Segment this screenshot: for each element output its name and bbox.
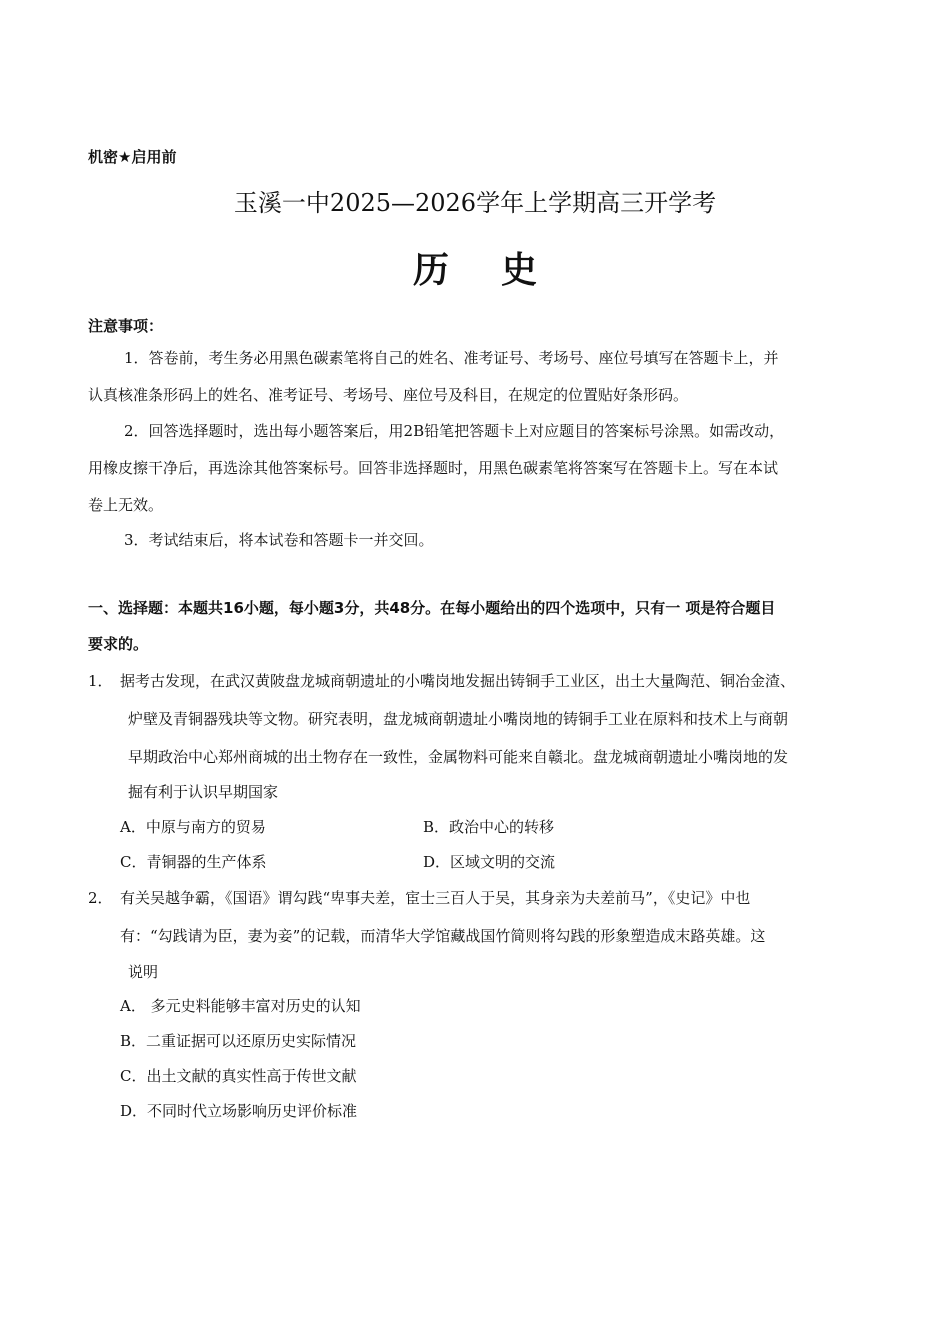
question-2-line-3: 说明	[128, 963, 159, 981]
question-1-line-4: 掘有利于认识早期国家	[128, 783, 279, 801]
question-1-option-c[interactable]: C．青铜器的生产体系	[120, 853, 267, 871]
question-1-line-2: 炉壁及青铜器残块等文物。研究表明，盘龙城商朝遗址小嘴岗地的铸铜手工业在原料和技术上与商朝	[128, 710, 789, 728]
exam-title: 玉溪一中2025—2026学年上学期高三开学考	[233, 189, 717, 217]
question-2-option-d[interactable]: D．不同时代立场影响历史评价标准	[120, 1102, 358, 1120]
question-2-option-b[interactable]: B．二重证据可以还原历史实际情况	[120, 1032, 357, 1050]
question-2-option-c[interactable]: C．出土文献的真实性高于传世文献	[120, 1067, 357, 1085]
notice-item-2-line-3: 卷上无效。	[88, 496, 164, 514]
question-1-option-a[interactable]: A．中原与南方的贸易	[120, 818, 266, 836]
question-2-option-a[interactable]: A． 多元史料能够丰富对历史的认知	[120, 997, 361, 1015]
question-2-line-1: 有关吴越争霸，《国语》谓勾践“卑事夫差，宦士三百人于吴，其身亲为夫差前马”，《史记》中也	[120, 889, 751, 907]
notice-item-2-line-1: 2．回答选择题时，选出每小题答案后，用2B铅笔把答题卡上对应题目的答案标号涂黑。如需改动，	[124, 422, 785, 440]
notice-heading: 注意事项：	[88, 317, 164, 335]
notice-item-1-line-2: 认真核准条形码上的姓名、准考证号、考场号、座位号及科目，在规定的位置贴好条形码。	[88, 386, 689, 404]
section-heading-line-2: 要求的。	[88, 635, 149, 653]
notice-item-3: 3．考试结束后，将本试卷和答题卡一并交回。	[124, 531, 434, 549]
question-1-option-d[interactable]: D．区域文明的交流	[423, 853, 556, 871]
notice-item-1-line-1: 1．答卷前，考生务必用黑色碳素笔将自己的姓名、准考证号、考场号、座位号填写在答题卡上，并	[124, 349, 779, 367]
section-heading-line-1: 一、选择题：本题共16小题，每小题3分，共48分。在每小题给出的四个选项中，只有一 项是符合题目	[88, 599, 776, 617]
confidential-mark: 机密★启用前	[88, 148, 177, 166]
question-1-option-b[interactable]: B．政治中心的转移	[423, 818, 555, 836]
subject-title: 历史	[412, 250, 589, 291]
question-2-line-2: 有：“勾践请为臣，妻为妾”的记载，而清华大学馆藏战国竹简则将勾践的形象塑造成末路英雄。这	[120, 927, 766, 945]
question-1-number: 1．	[88, 672, 113, 690]
question-2-number: 2．	[88, 889, 113, 907]
question-1-line-3: 早期政治中心郑州商城的出土物存在一致性，金属物料可能来自赣北。盘龙城商朝遗址小嘴岗地的发	[128, 748, 789, 766]
question-1-line-1: 据考古发现，在武汉黄陂盘龙城商朝遗址的小嘴岗地发掘出铸铜手工业区，出土大量陶范、铜冶金渣、	[120, 672, 796, 690]
notice-item-2-line-2: 用橡皮擦干净后，再选涂其他答案标号。回答非选择题时，用黑色碳素笔将答案写在答题卡上。写在本试	[88, 459, 779, 477]
